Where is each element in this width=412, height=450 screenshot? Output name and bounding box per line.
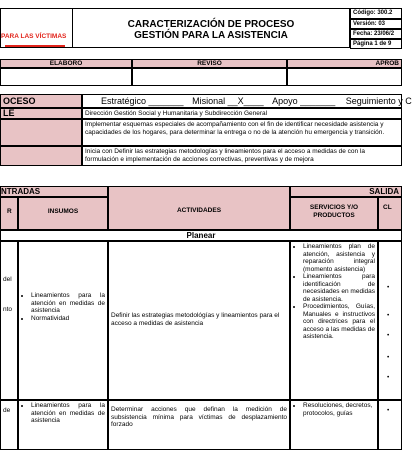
logo-text: PARA LAS VÍCTIMAS [1,33,67,40]
row1-provider-fragment: del [3,276,12,283]
row2-cliente [378,400,402,450]
row1-cliente [378,241,402,400]
alcance-value: Inicia con Definir las estrategias metodologías y lineamientos para el acceso a medidas de con la formulación e implementación de acciones correctivas, preventivas y de mejora [82,146,402,166]
bullet-icon: • [387,312,390,319]
responsable-value: Dirección Gestión Social y Humanitaria y Subdirección General [82,108,402,119]
objetivo-label [0,119,82,146]
elaboro-cell [0,68,132,86]
list-item: • Lineamientos para identificación de necesidades en medidas de asistencia. [303,273,375,303]
codigo: Código: 300.2 [350,8,402,19]
list-item: • Lineamientos para la atención en medidas de asistencia [31,402,105,425]
bullet-icon: • [387,332,390,339]
row2-actividad: Determinar acciones que definan la medición de subsistencia mínima para víctimas de desplazamiento forzado [108,400,290,450]
row1-servicios [290,241,378,400]
document-title [72,8,350,48]
row2-provider [0,400,18,450]
bullet-icon: • [387,407,390,414]
servicios-column-header: SERVICIOS Y/O PRODUCTOS [290,197,378,230]
misional-option: Misional __X____ [192,96,264,106]
list-item: • Lineamientos plan de atención, asistencia y reparación integral (momento asistencia) [303,243,375,273]
salidas-header: SALIDA [290,186,402,197]
row2-servicios [290,400,378,450]
elaboro-header: ELABORO [0,59,132,68]
proveedor-column-header: R [0,197,18,230]
title-line-1: CARACTERIZACIÓN DE PROCESO [127,19,295,30]
estrategico-option: Estratégico _______ [101,96,184,106]
bullet-icon: • [387,374,390,381]
reviso-header: REVISO [132,59,287,68]
responsable-label: LE [0,108,82,119]
list-item: • Lineamientos para la atención en medidas de asistencia [31,292,105,315]
title-line-2: GESTIÓN PARA LA ASISTENCIA [134,30,288,41]
cliente-column-header: CL [378,197,402,230]
process-type-row [82,94,412,108]
phase-label: Planear [0,230,402,241]
aprobo-header: APROB [287,59,402,68]
apoyo-option: Apoyo _______ [272,96,336,106]
logo-underline [5,45,65,47]
bullet-icon: • [387,354,390,361]
fecha: Fecha: 23/06/2 [350,29,402,39]
seguimiento-option: Seguimiento y C [345,96,412,106]
bullet-icon: • [387,284,390,291]
alcance-label [0,146,82,166]
insumos-column-header: INSUMOS [18,197,108,230]
actividades-column-header: ACTIVIDADES [176,207,222,214]
logo [0,8,72,48]
row1-actividad: Definir las estrategias metodológías y lineamientos para el acceso a medidas de asistencia [108,241,290,400]
list-item: • Procedimientos, Guías, Manuales e instructivos con directrices para el acceso a las medidas de asistencia. [303,303,375,341]
row1-insumos [18,241,108,400]
objetivo-value: Implementar esquemas especiales de acompañamiento con el fin de identificar necesidade asistencia y capacidades de los hogares, para determinar la entrega o no de la atención hu emergencia y transición. [82,119,402,146]
reviso-cell [132,68,287,86]
proceso-label: OCESO [0,94,82,108]
version: Versión: 03 [350,19,402,29]
row2-insumos [18,400,108,450]
row1-provider [0,241,18,400]
list-item: • Resoluciones, decretos, protocolos, guías [303,402,375,417]
pagina: Página 1 de 9 [350,39,402,49]
entradas-header: NTRADAS [0,186,108,197]
aprobo-cell [287,68,402,86]
row1-provider-fragment: nto [3,305,13,313]
row2-provider-fragment: de [3,407,11,414]
list-item: • Normatividad [31,315,105,323]
